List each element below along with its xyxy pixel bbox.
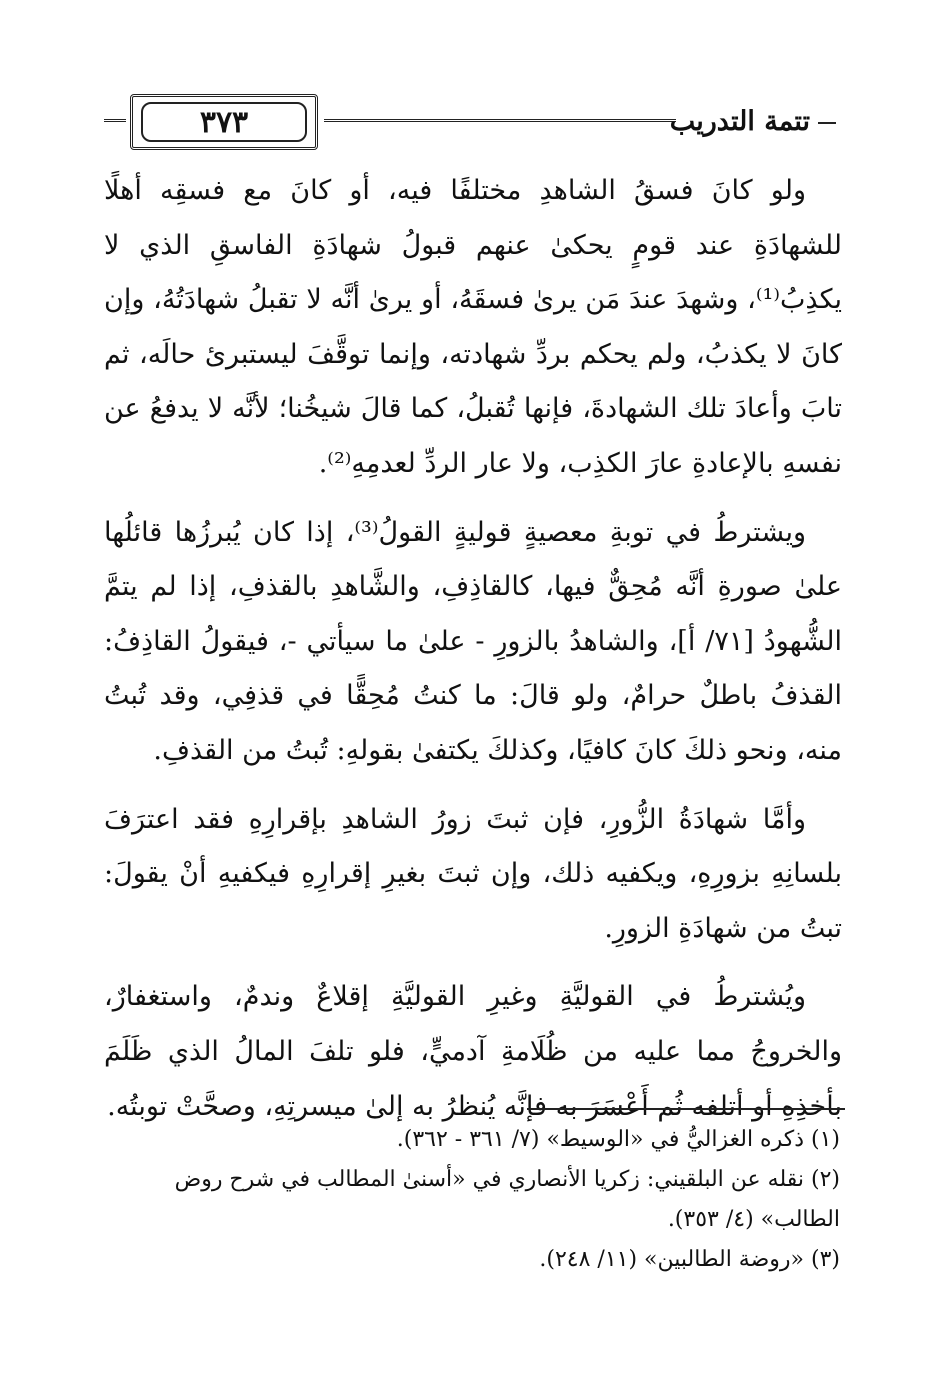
header-rule-right bbox=[818, 122, 836, 124]
paragraph: ويشترطُ في توبةِ معصيةٍ قوليةٍ القولُ⁽³⁾، إذا كان يُبرزُها قائلُها علىٰ صورةِ أنَّه مُحِقٌّ فيها، كالقاذِفِ، والشَّاهدِ بالقذفِ، إذا لم يتمَّ الشُّهودُ [٧١/ أ]، والشاهدُ بالزورِ - علىٰ ما سيأتي -، فيقولُ القاذِفُ: القذفُ باطلٌ حرامٌ، ولو قالَ: ما كنتُ مُحِقًّا في قذفِي، وقد تُبتُ منه، ونحو ذلكَ كانَ كافيًا، وكذلكَ يكتفىٰ بقولهِ: تُبتُ من القذفِ. bbox=[104, 516, 842, 766]
header-rule-left bbox=[104, 119, 126, 122]
main-text bbox=[104, 164, 842, 1148]
page-header bbox=[104, 94, 836, 158]
page-number: ٣٧٣ bbox=[141, 102, 307, 142]
footnote: (٣) «روضة الطالبين» (١١/ ٢٤٨). bbox=[539, 1247, 840, 1272]
footnote-separator bbox=[527, 1108, 845, 1110]
running-title: تتمة التدريب bbox=[669, 106, 810, 137]
footnotes bbox=[100, 1120, 840, 1280]
paragraph: ويُشترطُ في القوليَّةِ وغيرِ القوليَّةِ إقلاعٌ وندمٌ، واستغفارٌ، والخروجُ مما عليه من ظُلَامةِ آدميٍّ، فلو تلفَ المالُ الذي ظَلَمَ بأخذِهِ أو أتلفه ثُم أَعْسَرَ به فإنَّه يُنظرُ به إلىٰ ميسرتِهِ، وصحَّتْ توبتُه. bbox=[104, 981, 842, 1122]
footnote: (١) ذكره الغزاليُّ في «الوسيط» (٧/ ٣٦١ - ٣٦٢). bbox=[396, 1127, 840, 1152]
paragraph: ولو كانَ فسقُ الشاهدِ مختلفًا فيه، أو كانَ مع فسقِه أهلًا للشهادَةِ عند قومٍ يحكىٰ عنهم قبولُ شهادَةِ الفاسقِ الذي لا يكذِبُ⁽¹⁾، وشهدَ عندَ مَن يرىٰ فسقَهُ، أو يرىٰ أنَّه لا تقبلُ شهادَتُهُ، وإن كانَ لا يكذبُ، ولم يحكم بردِّ شهادته، وإنما توقَّفَ ليستبرئ حالَه، ثم تابَ وأعادَ تلك الشهادةَ، فإنها تُقبلُ، كما قالَ شيخُنا؛ لأنَّه لا يدفعُ عن نفسهِ بالإعادةِ عارَ الكذِب، ولا عار الردِّ لعدمِهِ⁽²⁾. bbox=[104, 175, 842, 479]
page-number-frame bbox=[130, 94, 318, 150]
footnote: (٢) نقله عن البلقيني: زكريا الأنصاري في «أسنىٰ المطالب في شرح روض الطالب» (٤/ ٣٥٣). bbox=[174, 1167, 840, 1232]
paragraph: وأمَّا شهادَةُ الزُّورِ، فإن ثبتَ زورُ الشاهدِ بإقرارِهِ فقد اعترَفَ بلسانِهِ بزورِهِ، ويكفيه ذلك، وإن ثبتَ بغيرِ إقرارِهِ فيكفيهِ أنْ يقولَ: تبتُ من شهادَةِ الزورِ. bbox=[104, 803, 842, 944]
header-rule bbox=[324, 119, 676, 122]
